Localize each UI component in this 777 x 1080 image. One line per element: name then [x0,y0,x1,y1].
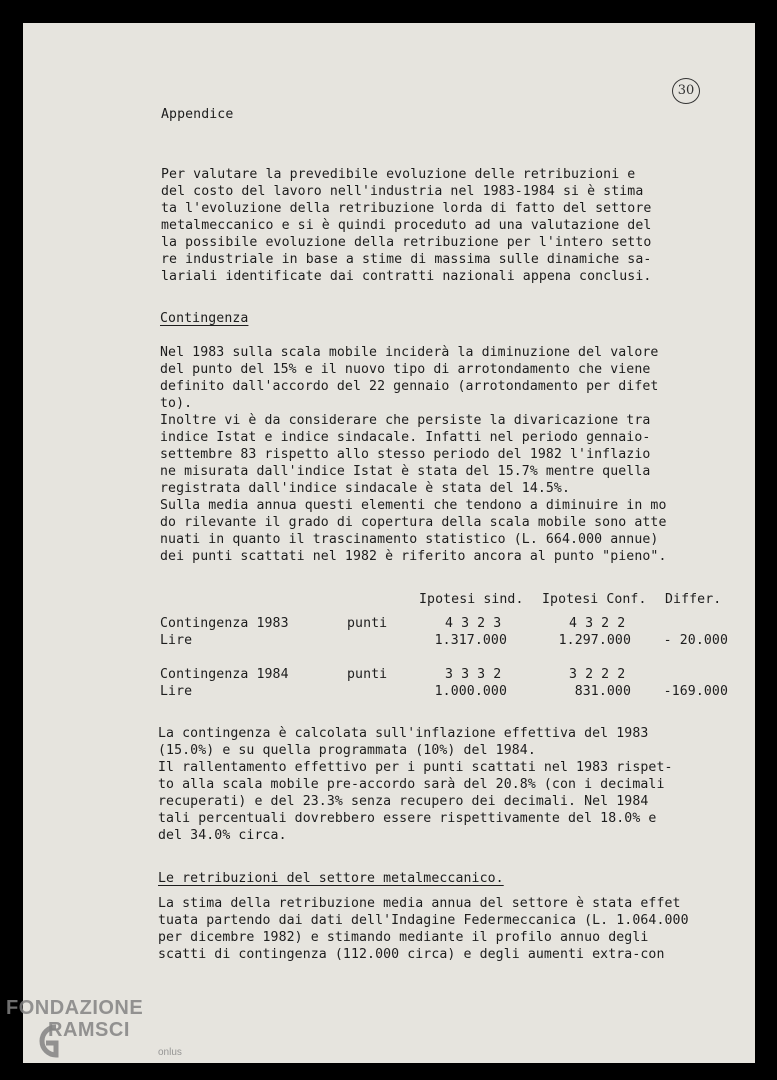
text-line: lariali identificate dai contratti nazionali appena conclusi. [161,269,652,284]
cell-diff: -169.000 [663,684,728,699]
contingenza-heading: Contingenza [160,311,249,326]
text-line: to). [160,396,193,411]
text-line: ne misurata dall'indice Istat è stata del 15.7% mentre quella [160,464,651,479]
text-line: del costo del lavoro nell'industria nel 1983-1984 si è stima [161,184,644,199]
column-header-diff: Differ. [665,592,722,607]
document-page [23,23,755,1063]
text-line: tali percentuali dovrebbero essere rispettivamente del 18.0% e [158,811,657,826]
text-line: registrata dall'indice sindacale è stata del 14.5%. [160,481,571,496]
text-line: nuati in quanto il trascinamento statistico (L. 664.000 annue) [160,532,659,547]
cell-conf: 4 3 2 2 [569,616,626,631]
cell-sind: 3 3 3 2 [445,667,502,682]
cell-conf: 831.000 [574,684,631,699]
retribuzioni-heading: Le retribuzioni del settore metalmeccanico. [158,871,504,886]
column-header-conf: Ipotesi Conf. [542,592,647,607]
text-line: del 34.0% circa. [158,828,287,843]
row-label: Contingenza 1983 [160,616,289,631]
cell-conf: 1.297.000 [558,633,631,648]
cell-conf: 3 2 2 2 [569,667,626,682]
text-line: definito dall'accordo del 22 gennaio (arrotondamento per difet [160,379,659,394]
row-label: Lire [160,633,193,648]
text-line: Sulla media annua questi elementi che tendono a diminuire in mo [160,498,667,513]
text-line: scatti di contingenza (112.000 circa) e degli aumenti extra-con [158,947,665,962]
text-line: to alla scala mobile pre-accordo sarà del 20.8% (con i decimali [158,777,665,792]
text-line: tuata partendo dai dati dell'Indagine Federmeccanica (L. 1.064.000 [158,913,689,928]
row-unit: punti [347,667,388,682]
text-line: settembre 83 rispetto allo stesso periodo del 1982 l'inflazio [160,447,651,462]
watermark-line-3: onlus [158,1047,182,1058]
page-number: 30 [672,78,700,104]
text-line: Nel 1983 sulla scala mobile inciderà la diminuzione del valore [160,345,659,360]
text-line: Inoltre vi è da considerare che persiste la divaricazione tra [160,413,651,428]
text-line: ta l'evoluzione della retribuzione lorda di fatto del settore [161,201,652,216]
cell-diff: - 20.000 [663,633,728,648]
text-line: Il rallentamento effettivo per i punti scattati nel 1983 rispet- [158,760,673,775]
cell-sind: 1.000.000 [434,684,507,699]
text-line: del punto del 15% e il nuovo tipo di arrotondamento che viene [160,362,651,377]
text-line: Per valutare la prevedibile evoluzione delle retribuzioni e [161,167,636,182]
watermark-line-2: RAMSCI [48,1019,130,1041]
column-header-sind: Ipotesi sind. [419,592,524,607]
text-line: metalmeccanico e si è quindi proceduto ad una valutazione del [161,218,652,233]
cell-sind: 1.317.000 [434,633,507,648]
text-line: (15.0%) e su quella programmata (10%) del 1984. [158,743,536,758]
row-label: Contingenza 1984 [160,667,289,682]
text-line: La contingenza è calcolata sull'inflazione effettiva del 1983 [158,726,649,741]
text-line: La stima della retribuzione media annua del settore è stata effet [158,896,681,911]
row-unit: punti [347,616,388,631]
text-line: re industriale in base a stime di massima sulle dinamiche sa- [161,252,652,267]
cell-sind: 4 3 2 3 [445,616,502,631]
watermark-line-1: FONDAZIONE [6,997,144,1019]
text-line: la possibile evoluzione della retribuzione per l'intero setto [161,235,652,250]
row-label: Lire [160,684,193,699]
text-line: recuperati) e del 23.3% senza recupero dei decimali. Nel 1984 [158,794,649,809]
text-line: indice Istat e indice sindacale. Infatti nel periodo gennaio- [160,430,651,445]
fondazione-gramsci-watermark [6,997,206,1077]
text-line: per dicembre 1982) e stimando mediante il profilo annuo degli [158,930,649,945]
appendix-heading: Appendice [161,107,234,122]
text-line: do rilevante il grado di copertura della scala mobile sono atte [160,515,667,530]
text-line: dei punti scattati nel 1982 è riferito ancora al punto "pieno". [160,549,667,564]
